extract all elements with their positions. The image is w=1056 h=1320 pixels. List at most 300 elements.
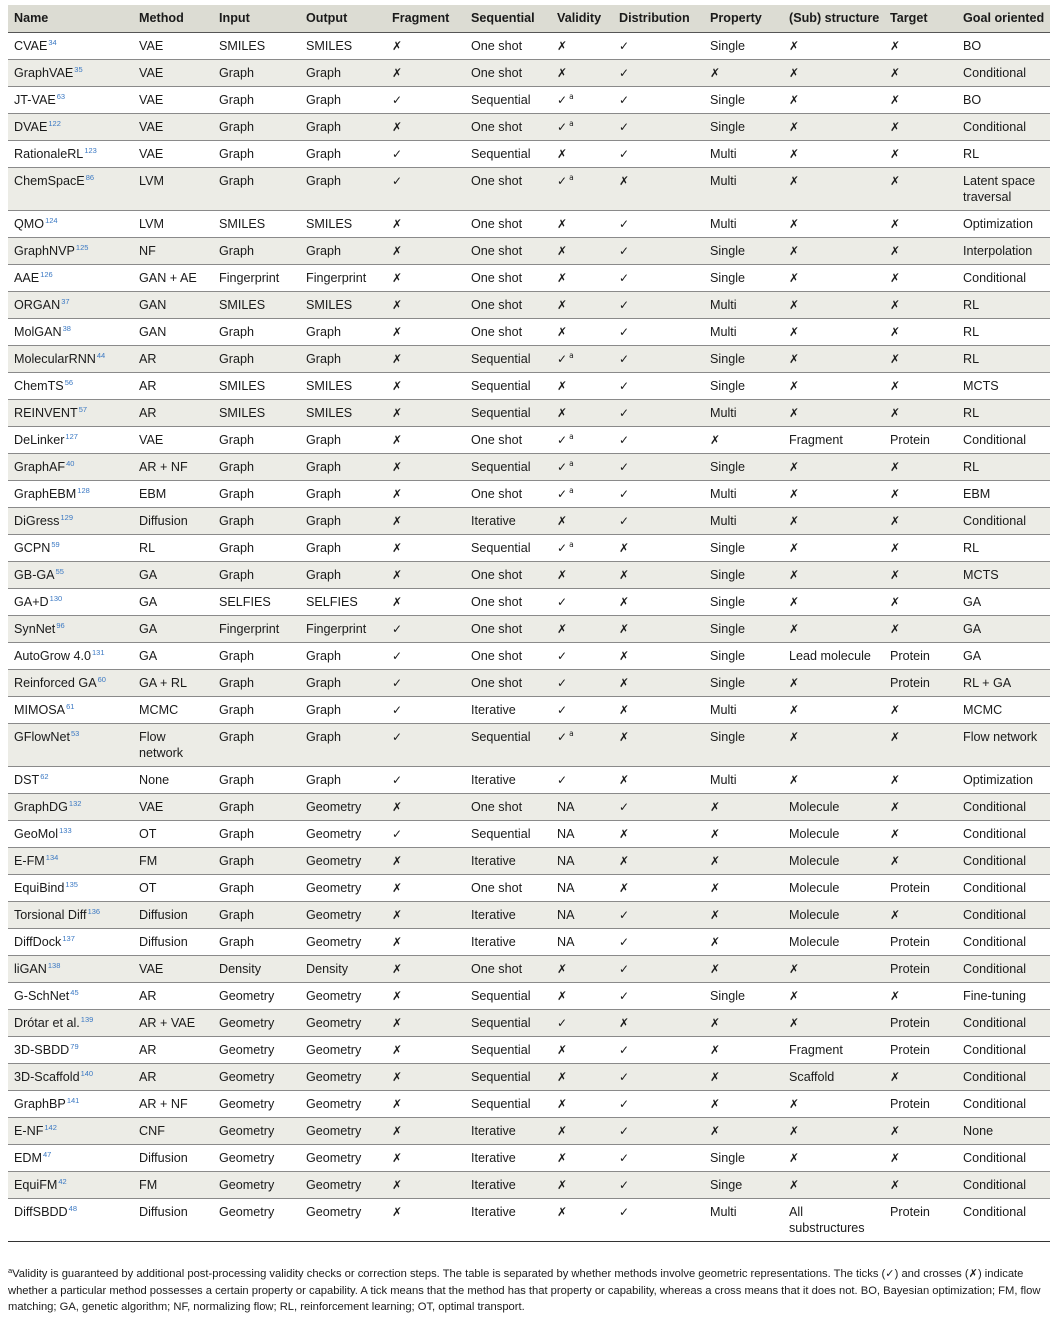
table-row bbox=[8, 697, 1050, 724]
validity-value: ✓ bbox=[557, 773, 568, 787]
method-cell: GAN + AE bbox=[133, 265, 213, 292]
method-name: GraphAF bbox=[14, 460, 66, 474]
methods-table bbox=[8, 5, 1050, 1242]
table-row bbox=[8, 60, 1050, 87]
target-cell: ✗ bbox=[884, 983, 957, 1010]
goal-cell: Conditional bbox=[957, 427, 1050, 454]
input-cell: Geometry bbox=[213, 1037, 300, 1064]
property-cell: Multi bbox=[704, 508, 783, 535]
distribution-cell: ✗ bbox=[613, 767, 704, 794]
reference-number: 123 bbox=[84, 146, 97, 155]
input-cell: Geometry bbox=[213, 1118, 300, 1145]
column-header: Validity bbox=[551, 5, 613, 33]
target-cell: ✗ bbox=[884, 1064, 957, 1091]
validity-value: ✓ bbox=[557, 120, 568, 134]
output-cell: Graph bbox=[300, 141, 386, 168]
method-cell: VAE bbox=[133, 141, 213, 168]
fragment-cell: ✗ bbox=[386, 400, 465, 427]
property-cell: ✗ bbox=[704, 875, 783, 902]
sequential-cell: Sequential bbox=[465, 535, 551, 562]
target-cell: ✗ bbox=[884, 292, 957, 319]
substructure-cell: ✗ bbox=[783, 724, 884, 767]
fragment-cell: ✓ bbox=[386, 643, 465, 670]
goal-cell: GA bbox=[957, 616, 1050, 643]
method-name-cell bbox=[8, 794, 133, 821]
fragment-cell: ✗ bbox=[386, 589, 465, 616]
distribution-cell: ✓ bbox=[613, 400, 704, 427]
validity-cell bbox=[551, 929, 613, 956]
property-cell: Multi bbox=[704, 400, 783, 427]
footnote-text: Validity is guaranteed by additional post-processing validity checks or correction steps. The table is separated by whether methods involve geometric representations. The ticks (✓) and crosses (✗) indicate whether a particular method possesses a certain property or capability. A tick means that the method has that property or capability, whereas a cross means that it does not. BO, Bayesian optimization; FM, flow matching; GA, genetic algorithm; NF, normalizing flow; RL, reinforcement learning; OT, optimal transport. bbox=[8, 1268, 1041, 1313]
fragment-cell: ✗ bbox=[386, 508, 465, 535]
reference-number: 96 bbox=[56, 621, 65, 630]
input-cell: Graph bbox=[213, 481, 300, 508]
fragment-cell: ✗ bbox=[386, 319, 465, 346]
substructure-cell: Fragment bbox=[783, 427, 884, 454]
output-cell: Geometry bbox=[300, 1199, 386, 1242]
validity-cell bbox=[551, 292, 613, 319]
property-cell: Multi bbox=[704, 1199, 783, 1242]
substructure-cell: ✗ bbox=[783, 481, 884, 508]
reference-number: 42 bbox=[58, 1177, 67, 1186]
fragment-cell: ✓ bbox=[386, 616, 465, 643]
input-cell: Fingerprint bbox=[213, 265, 300, 292]
target-cell: Protein bbox=[884, 670, 957, 697]
property-cell: Single bbox=[704, 87, 783, 114]
input-cell: Graph bbox=[213, 141, 300, 168]
target-cell: ✗ bbox=[884, 1145, 957, 1172]
target-cell: Protein bbox=[884, 427, 957, 454]
validity-value: ✓ bbox=[557, 460, 568, 474]
distribution-cell: ✓ bbox=[613, 508, 704, 535]
reference-number: 59 bbox=[51, 540, 60, 549]
validity-value: ✓ bbox=[557, 676, 568, 690]
footnote-marker: a bbox=[569, 459, 574, 468]
property-cell: Single bbox=[704, 33, 783, 60]
method-name: QMO bbox=[14, 217, 45, 231]
validity-cell bbox=[551, 794, 613, 821]
property-cell: Multi bbox=[704, 292, 783, 319]
validity-cell bbox=[551, 616, 613, 643]
property-cell: Single bbox=[704, 1145, 783, 1172]
input-cell: Geometry bbox=[213, 1064, 300, 1091]
substructure-cell: ✗ bbox=[783, 346, 884, 373]
target-cell: ✗ bbox=[884, 346, 957, 373]
table-row bbox=[8, 1199, 1050, 1242]
sequential-cell: Sequential bbox=[465, 141, 551, 168]
goal-cell: RL + GA bbox=[957, 670, 1050, 697]
method-name: MIMOSA bbox=[14, 703, 66, 717]
validity-value: NA bbox=[557, 800, 575, 814]
table-row bbox=[8, 168, 1050, 211]
table-row bbox=[8, 346, 1050, 373]
property-cell: ✗ bbox=[704, 60, 783, 87]
reference-number: 125 bbox=[75, 243, 89, 252]
method-cell: LVM bbox=[133, 168, 213, 211]
table-row bbox=[8, 875, 1050, 902]
validity-value: ✓ bbox=[557, 487, 568, 501]
reference-number: 138 bbox=[47, 961, 61, 970]
substructure-cell: Molecule bbox=[783, 794, 884, 821]
reference-number: 57 bbox=[78, 405, 88, 414]
column-header: Distribution bbox=[613, 5, 704, 33]
distribution-cell: ✓ bbox=[613, 1199, 704, 1242]
reference-number: 48 bbox=[68, 1204, 77, 1213]
distribution-cell: ✓ bbox=[613, 983, 704, 1010]
method-name-cell bbox=[8, 373, 133, 400]
fragment-cell: ✗ bbox=[386, 373, 465, 400]
fragment-cell: ✗ bbox=[386, 1010, 465, 1037]
sequential-cell: Sequential bbox=[465, 454, 551, 481]
target-cell: ✗ bbox=[884, 1172, 957, 1199]
method-name: EDM bbox=[14, 1151, 42, 1165]
sequential-cell: Iterative bbox=[465, 697, 551, 724]
reference-number: 47 bbox=[43, 1150, 52, 1159]
target-cell: ✗ bbox=[884, 767, 957, 794]
property-cell: Single bbox=[704, 616, 783, 643]
substructure-cell: Molecule bbox=[783, 875, 884, 902]
table-row bbox=[8, 114, 1050, 141]
validity-cell bbox=[551, 33, 613, 60]
input-cell: Graph bbox=[213, 848, 300, 875]
sequential-cell: Sequential bbox=[465, 724, 551, 767]
reference-number: 135 bbox=[65, 880, 78, 889]
method-cell: AR bbox=[133, 400, 213, 427]
validity-value: ✗ bbox=[557, 298, 568, 312]
target-cell: ✗ bbox=[884, 60, 957, 87]
method-name: JT-VAE bbox=[14, 93, 56, 107]
substructure-cell: ✗ bbox=[783, 400, 884, 427]
method-cell: Flow network bbox=[133, 724, 213, 767]
goal-cell: Conditional bbox=[957, 1172, 1050, 1199]
input-cell: SMILES bbox=[213, 33, 300, 60]
fragment-cell: ✓ bbox=[386, 767, 465, 794]
method-name: DeLinker bbox=[14, 433, 65, 447]
property-cell: Multi bbox=[704, 168, 783, 211]
output-cell: Graph bbox=[300, 346, 386, 373]
sequential-cell: Iterative bbox=[465, 848, 551, 875]
goal-cell: Conditional bbox=[957, 60, 1050, 87]
output-cell: SELFIES bbox=[300, 589, 386, 616]
method-cell: GAN bbox=[133, 319, 213, 346]
method-cell: GA bbox=[133, 616, 213, 643]
validity-value: NA bbox=[557, 827, 575, 841]
fragment-cell: ✗ bbox=[386, 265, 465, 292]
method-cell: VAE bbox=[133, 114, 213, 141]
goal-cell: RL bbox=[957, 400, 1050, 427]
fragment-cell: ✗ bbox=[386, 535, 465, 562]
table-row bbox=[8, 1118, 1050, 1145]
table-row bbox=[8, 848, 1050, 875]
method-name: DiffDock bbox=[14, 935, 62, 949]
sequential-cell: One shot bbox=[465, 875, 551, 902]
sequential-cell: One shot bbox=[465, 292, 551, 319]
table-row bbox=[8, 454, 1050, 481]
substructure-cell: ✗ bbox=[783, 1091, 884, 1118]
output-cell: Graph bbox=[300, 643, 386, 670]
method-name-cell bbox=[8, 1199, 133, 1242]
method-cell: FM bbox=[133, 1172, 213, 1199]
method-name: Torsional Diff bbox=[14, 908, 87, 922]
validity-cell bbox=[551, 508, 613, 535]
distribution-cell: ✓ bbox=[613, 292, 704, 319]
method-name: DVAE bbox=[14, 120, 48, 134]
output-cell: Geometry bbox=[300, 1037, 386, 1064]
validity-value: NA bbox=[557, 854, 575, 868]
method-name: ORGAN bbox=[14, 298, 61, 312]
substructure-cell: ✗ bbox=[783, 33, 884, 60]
method-name-cell bbox=[8, 1037, 133, 1064]
distribution-cell: ✓ bbox=[613, 211, 704, 238]
distribution-cell: ✓ bbox=[613, 265, 704, 292]
property-cell: Single bbox=[704, 670, 783, 697]
validity-cell bbox=[551, 1064, 613, 1091]
reference-number: 136 bbox=[87, 907, 101, 916]
validity-value: ✗ bbox=[557, 406, 568, 420]
fragment-cell: ✓ bbox=[386, 724, 465, 767]
table-row bbox=[8, 1172, 1050, 1199]
input-cell: Graph bbox=[213, 724, 300, 767]
sequential-cell: Iterative bbox=[465, 1199, 551, 1242]
property-cell: Single bbox=[704, 562, 783, 589]
table-row bbox=[8, 535, 1050, 562]
substructure-cell: ✗ bbox=[783, 670, 884, 697]
substructure-cell: ✗ bbox=[783, 697, 884, 724]
sequential-cell: One shot bbox=[465, 794, 551, 821]
sequential-cell: One shot bbox=[465, 319, 551, 346]
distribution-cell: ✗ bbox=[613, 589, 704, 616]
output-cell: Graph bbox=[300, 508, 386, 535]
method-name: liGAN bbox=[14, 962, 47, 976]
substructure-cell: Molecule bbox=[783, 821, 884, 848]
table-row bbox=[8, 1064, 1050, 1091]
method-cell: AR bbox=[133, 1037, 213, 1064]
table-row bbox=[8, 87, 1050, 114]
reference-number: 124 bbox=[45, 216, 58, 225]
output-cell: Graph bbox=[300, 87, 386, 114]
method-name: 3D-Scaffold bbox=[14, 1070, 80, 1084]
validity-cell bbox=[551, 670, 613, 697]
table-row bbox=[8, 508, 1050, 535]
property-cell: Single bbox=[704, 346, 783, 373]
method-name-cell bbox=[8, 346, 133, 373]
distribution-cell: ✗ bbox=[613, 168, 704, 211]
substructure-cell: All substructures bbox=[783, 1199, 884, 1242]
method-cell: VAE bbox=[133, 60, 213, 87]
method-name-cell bbox=[8, 875, 133, 902]
distribution-cell: ✗ bbox=[613, 643, 704, 670]
input-cell: SELFIES bbox=[213, 589, 300, 616]
output-cell: Geometry bbox=[300, 983, 386, 1010]
output-cell: Graph bbox=[300, 319, 386, 346]
target-cell: Protein bbox=[884, 1010, 957, 1037]
method-name: DiffSBDD bbox=[14, 1205, 68, 1219]
target-cell: Protein bbox=[884, 929, 957, 956]
output-cell: Graph bbox=[300, 535, 386, 562]
reference-number: 56 bbox=[64, 378, 74, 387]
reference-number: 129 bbox=[60, 513, 73, 522]
goal-cell: RL bbox=[957, 319, 1050, 346]
method-name-cell bbox=[8, 114, 133, 141]
table-row bbox=[8, 238, 1050, 265]
reference-number: 40 bbox=[66, 459, 75, 468]
validity-value: ✗ bbox=[557, 514, 568, 528]
distribution-cell: ✓ bbox=[613, 956, 704, 983]
validity-value: ✓ bbox=[557, 703, 568, 717]
method-name: GA+D bbox=[14, 595, 49, 609]
method-name-cell bbox=[8, 454, 133, 481]
input-cell: Graph bbox=[213, 168, 300, 211]
footnote-marker: a bbox=[569, 486, 574, 495]
substructure-cell: ✗ bbox=[783, 265, 884, 292]
method-cell: Diffusion bbox=[133, 508, 213, 535]
validity-value: ✓ bbox=[557, 541, 568, 555]
input-cell: SMILES bbox=[213, 373, 300, 400]
property-cell: Single bbox=[704, 114, 783, 141]
validity-value: ✗ bbox=[557, 1151, 568, 1165]
input-cell: SMILES bbox=[213, 400, 300, 427]
output-cell: Graph bbox=[300, 767, 386, 794]
validity-cell bbox=[551, 1145, 613, 1172]
footnote-marker: a bbox=[8, 1266, 13, 1275]
output-cell: Graph bbox=[300, 427, 386, 454]
column-header: Goal oriented bbox=[957, 5, 1050, 33]
method-name-cell bbox=[8, 1091, 133, 1118]
fragment-cell: ✗ bbox=[386, 794, 465, 821]
property-cell: ✗ bbox=[704, 1010, 783, 1037]
substructure-cell: ✗ bbox=[783, 60, 884, 87]
output-cell: SMILES bbox=[300, 373, 386, 400]
substructure-cell: Molecule bbox=[783, 848, 884, 875]
method-cell: VAE bbox=[133, 794, 213, 821]
column-header: Method bbox=[133, 5, 213, 33]
input-cell: Geometry bbox=[213, 983, 300, 1010]
substructure-cell: ✗ bbox=[783, 319, 884, 346]
method-name-cell bbox=[8, 821, 133, 848]
fragment-cell: ✓ bbox=[386, 670, 465, 697]
validity-value: ✓ bbox=[557, 433, 568, 447]
method-cell: AR bbox=[133, 346, 213, 373]
table-row bbox=[8, 141, 1050, 168]
validity-cell bbox=[551, 1091, 613, 1118]
method-name-cell bbox=[8, 481, 133, 508]
input-cell: Graph bbox=[213, 697, 300, 724]
target-cell: Protein bbox=[884, 1091, 957, 1118]
method-name-cell bbox=[8, 929, 133, 956]
method-name: RationaleRL bbox=[14, 147, 84, 161]
target-cell: ✗ bbox=[884, 616, 957, 643]
property-cell: Multi bbox=[704, 141, 783, 168]
method-name-cell bbox=[8, 319, 133, 346]
target-cell: ✗ bbox=[884, 589, 957, 616]
property-cell: Multi bbox=[704, 319, 783, 346]
output-cell: Geometry bbox=[300, 1010, 386, 1037]
method-cell: GA bbox=[133, 562, 213, 589]
method-name-cell bbox=[8, 724, 133, 767]
substructure-cell: ✗ bbox=[783, 454, 884, 481]
reference-number: 141 bbox=[66, 1096, 80, 1105]
validity-cell bbox=[551, 1118, 613, 1145]
goal-cell: GA bbox=[957, 589, 1050, 616]
distribution-cell: ✓ bbox=[613, 794, 704, 821]
property-cell: Single bbox=[704, 535, 783, 562]
method-cell: VAE bbox=[133, 427, 213, 454]
method-name: EquiBind bbox=[14, 881, 65, 895]
validity-cell bbox=[551, 60, 613, 87]
property-cell: ✗ bbox=[704, 929, 783, 956]
reference-number: 62 bbox=[40, 772, 49, 781]
validity-cell bbox=[551, 535, 613, 562]
validity-value: ✗ bbox=[557, 217, 568, 231]
method-cell: LVM bbox=[133, 211, 213, 238]
method-name-cell bbox=[8, 238, 133, 265]
goal-cell: Conditional bbox=[957, 508, 1050, 535]
method-name-cell bbox=[8, 87, 133, 114]
distribution-cell: ✓ bbox=[613, 33, 704, 60]
method-name: ChemTS bbox=[14, 379, 64, 393]
target-cell: Protein bbox=[884, 875, 957, 902]
method-cell: MCMC bbox=[133, 697, 213, 724]
target-cell: Protein bbox=[884, 956, 957, 983]
output-cell: Graph bbox=[300, 670, 386, 697]
distribution-cell: ✓ bbox=[613, 373, 704, 400]
output-cell: SMILES bbox=[300, 292, 386, 319]
fragment-cell: ✗ bbox=[386, 1118, 465, 1145]
target-cell: ✗ bbox=[884, 238, 957, 265]
footnote-marker: a bbox=[569, 119, 574, 128]
target-cell: ✗ bbox=[884, 114, 957, 141]
method-name-cell bbox=[8, 643, 133, 670]
input-cell: Geometry bbox=[213, 1145, 300, 1172]
method-cell: CNF bbox=[133, 1118, 213, 1145]
target-cell: ✗ bbox=[884, 87, 957, 114]
input-cell: Graph bbox=[213, 114, 300, 141]
goal-cell: Conditional bbox=[957, 848, 1050, 875]
sequential-cell: One shot bbox=[465, 33, 551, 60]
target-cell: ✗ bbox=[884, 33, 957, 60]
goal-cell: Conditional bbox=[957, 114, 1050, 141]
fragment-cell: ✓ bbox=[386, 697, 465, 724]
sequential-cell: Sequential bbox=[465, 821, 551, 848]
method-name-cell bbox=[8, 848, 133, 875]
method-cell: VAE bbox=[133, 956, 213, 983]
property-cell: Singe bbox=[704, 1172, 783, 1199]
input-cell: Graph bbox=[213, 427, 300, 454]
sequential-cell: One shot bbox=[465, 670, 551, 697]
method-cell: GA bbox=[133, 589, 213, 616]
validity-cell bbox=[551, 956, 613, 983]
validity-cell bbox=[551, 902, 613, 929]
fragment-cell: ✗ bbox=[386, 454, 465, 481]
validity-cell bbox=[551, 1037, 613, 1064]
table-header-row bbox=[8, 5, 1050, 33]
sequential-cell: One shot bbox=[465, 956, 551, 983]
method-name-cell bbox=[8, 1064, 133, 1091]
substructure-cell: Molecule bbox=[783, 929, 884, 956]
substructure-cell: Fragment bbox=[783, 1037, 884, 1064]
goal-cell: Conditional bbox=[957, 794, 1050, 821]
sequential-cell: Iterative bbox=[465, 767, 551, 794]
substructure-cell: ✗ bbox=[783, 535, 884, 562]
output-cell: Geometry bbox=[300, 1118, 386, 1145]
goal-cell: GA bbox=[957, 643, 1050, 670]
table-row bbox=[8, 794, 1050, 821]
method-cell: GA + RL bbox=[133, 670, 213, 697]
reference-number: 132 bbox=[68, 799, 82, 808]
property-cell: Multi bbox=[704, 767, 783, 794]
method-name: Drótar et al. bbox=[14, 1016, 80, 1030]
reference-number: 55 bbox=[55, 567, 64, 576]
